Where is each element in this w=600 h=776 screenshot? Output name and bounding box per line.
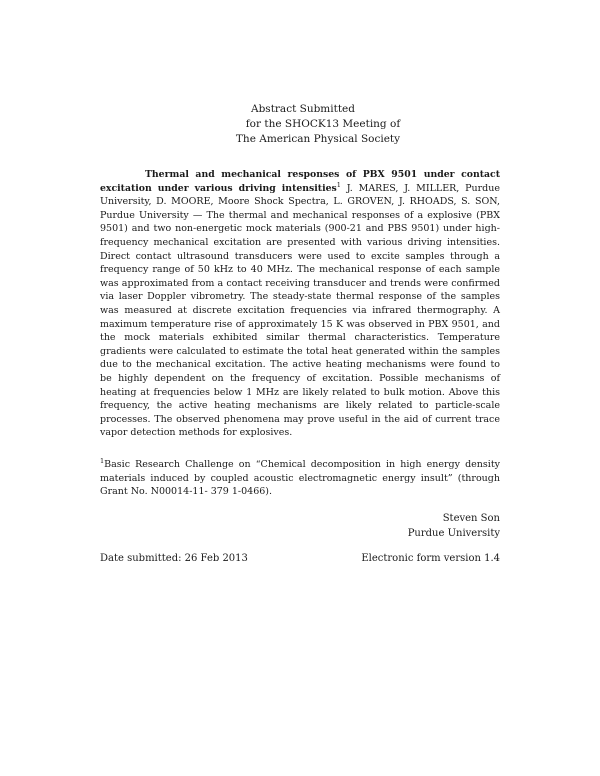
header-line-1: Abstract Submitted	[251, 103, 355, 115]
abstract-block	[100, 168, 500, 440]
abstract-body: The thermal and mechanical responses of a explosive (PBX 9501) and two non-energetic mock materials (900-21 and PBS 9501) under high-frequency mechanical excitation are presented with various driving intensities. Direct contact ultrasound transducers were used to excite samples through a frequency range of 50 kHz to 40 MHz. The mechanical response of each sample was approximated from a contact receiving transducer and trends were confirmed via laser Doppler vibrometry. The steady-state thermal response of the samples was measured at discrete excitation frequencies via infrared thermography. A maximum temperature rise of approximately 15 K was observed in PBX 9501, and the mock materials exhibited similar thermal characteristics. Temperature gradients were calculated to estimate the total heat generated within the samples due to the mechanical excitation. The active heating mechanisms were found to be highly dependent on the frequency of excitation. Possible mechanisms of heating at frequencies below 1 MHz are likely related to bulk motion. Above this frequency, the active heating mechanisms are likely related to particle-scale processes. The observed phenomena may prove useful in the aid of current trace vapor detection methods for explosives.	[100, 209, 500, 439]
footnote-marker: 1	[336, 180, 341, 189]
abstract-separator: —	[188, 209, 207, 221]
footnote-text: Basic Research Challenge on “Chemical decomposition in high energy density materials induced by coupled acoustic electromagnetic energy insult” (through Grant No. N00014-11- 379 1-0466).	[100, 459, 500, 498]
header-line-2: for the SHOCK13 Meeting of	[245, 118, 401, 130]
signature-name: Steven Son	[442, 513, 500, 524]
form-version: Electronic form version 1.4	[361, 553, 500, 564]
submission-header	[0, 102, 600, 147]
signature-affiliation: Purdue University	[407, 528, 500, 539]
abstract-paragraph	[100, 168, 500, 440]
footnote-number: 1	[100, 456, 105, 465]
date-submitted: Date submitted: 26 Feb 2013	[100, 553, 248, 564]
signature-block	[408, 511, 500, 541]
footnote	[100, 458, 500, 499]
abstract-authors: J. MARES, J. MILLER, Purdue University, D. MOORE, Moore Shock Spectra, L. GROVEN, J. RHOADS, S. SON, Purdue University	[100, 182, 500, 221]
header-line-3: The American Physical Society	[235, 133, 401, 145]
abstract-title: Thermal and mechanical responses of PBX 9501 under contact excitation under various driving intensities	[100, 169, 500, 194]
